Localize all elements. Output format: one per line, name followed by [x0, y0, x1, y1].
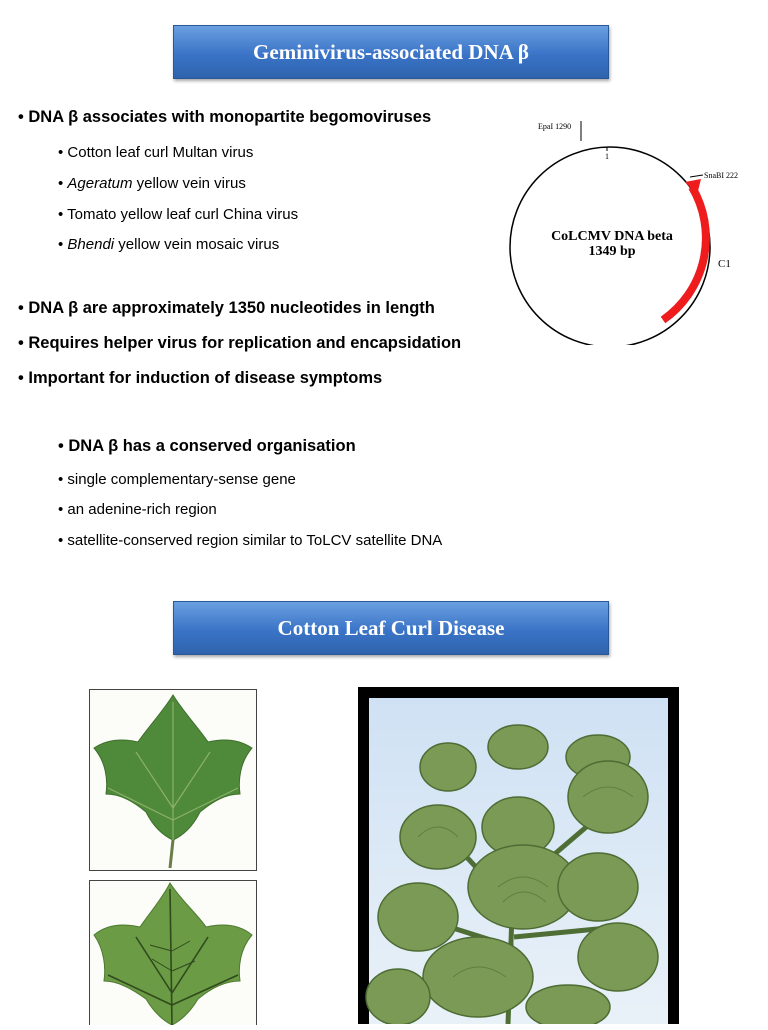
title-banner-geminivirus: [173, 25, 609, 79]
fact-helper-virus: • Requires helper virus for replication and encapsidation: [18, 334, 462, 352]
list-item-org: • satellite-conserved region similar to ToLCV satellite DNA: [58, 532, 443, 549]
list-item-virus: • Ageratum yellow vein virus: [58, 175, 246, 192]
diseased-leaf-photo: [89, 880, 257, 1025]
gene-arrow-c1: [663, 187, 706, 320]
list-item-virus: • Tomato yellow leaf curl China virus: [58, 206, 299, 223]
heading-conserved-organisation: • DNA β has a conserved organisation: [58, 437, 356, 455]
site-label-epai: EpaI 1290: [538, 122, 572, 131]
origin-label: 1: [605, 152, 609, 161]
site-label-snabi: SnaBI 222: [704, 171, 738, 180]
fact-disease-symptoms: • Important for induction of disease symptoms: [18, 369, 383, 387]
list-item-virus: • Cotton leaf curl Multan virus: [58, 144, 254, 161]
list-item-org: • single complementary-sense gene: [58, 471, 296, 488]
list-item-org: • an adenine-rich region: [58, 501, 217, 518]
banner-title: Cotton Leaf Curl Disease: [277, 615, 505, 640]
gene-label-c1: C1: [718, 258, 731, 270]
plasmid-name: CoLCMV DNA beta: [551, 229, 673, 244]
list-item-virus: • Bhendi yellow vein mosaic virus: [58, 236, 280, 253]
healthy-leaf-photo: [89, 689, 257, 871]
banner-title: Geminivirus-associated DNA β: [253, 39, 529, 64]
diseased-plant-photo: [358, 687, 679, 1024]
plasmid-map: [505, 115, 755, 345]
title-banner-cotton: [173, 601, 609, 655]
site-tick-snabi: [690, 175, 703, 177]
plasmid-size: 1349 bp: [588, 244, 636, 259]
heading-dna-beta-associates: • DNA β associates with monopartite begomoviruses: [18, 108, 432, 126]
fact-length: • DNA β are approximately 1350 nucleotides in length: [18, 299, 435, 317]
